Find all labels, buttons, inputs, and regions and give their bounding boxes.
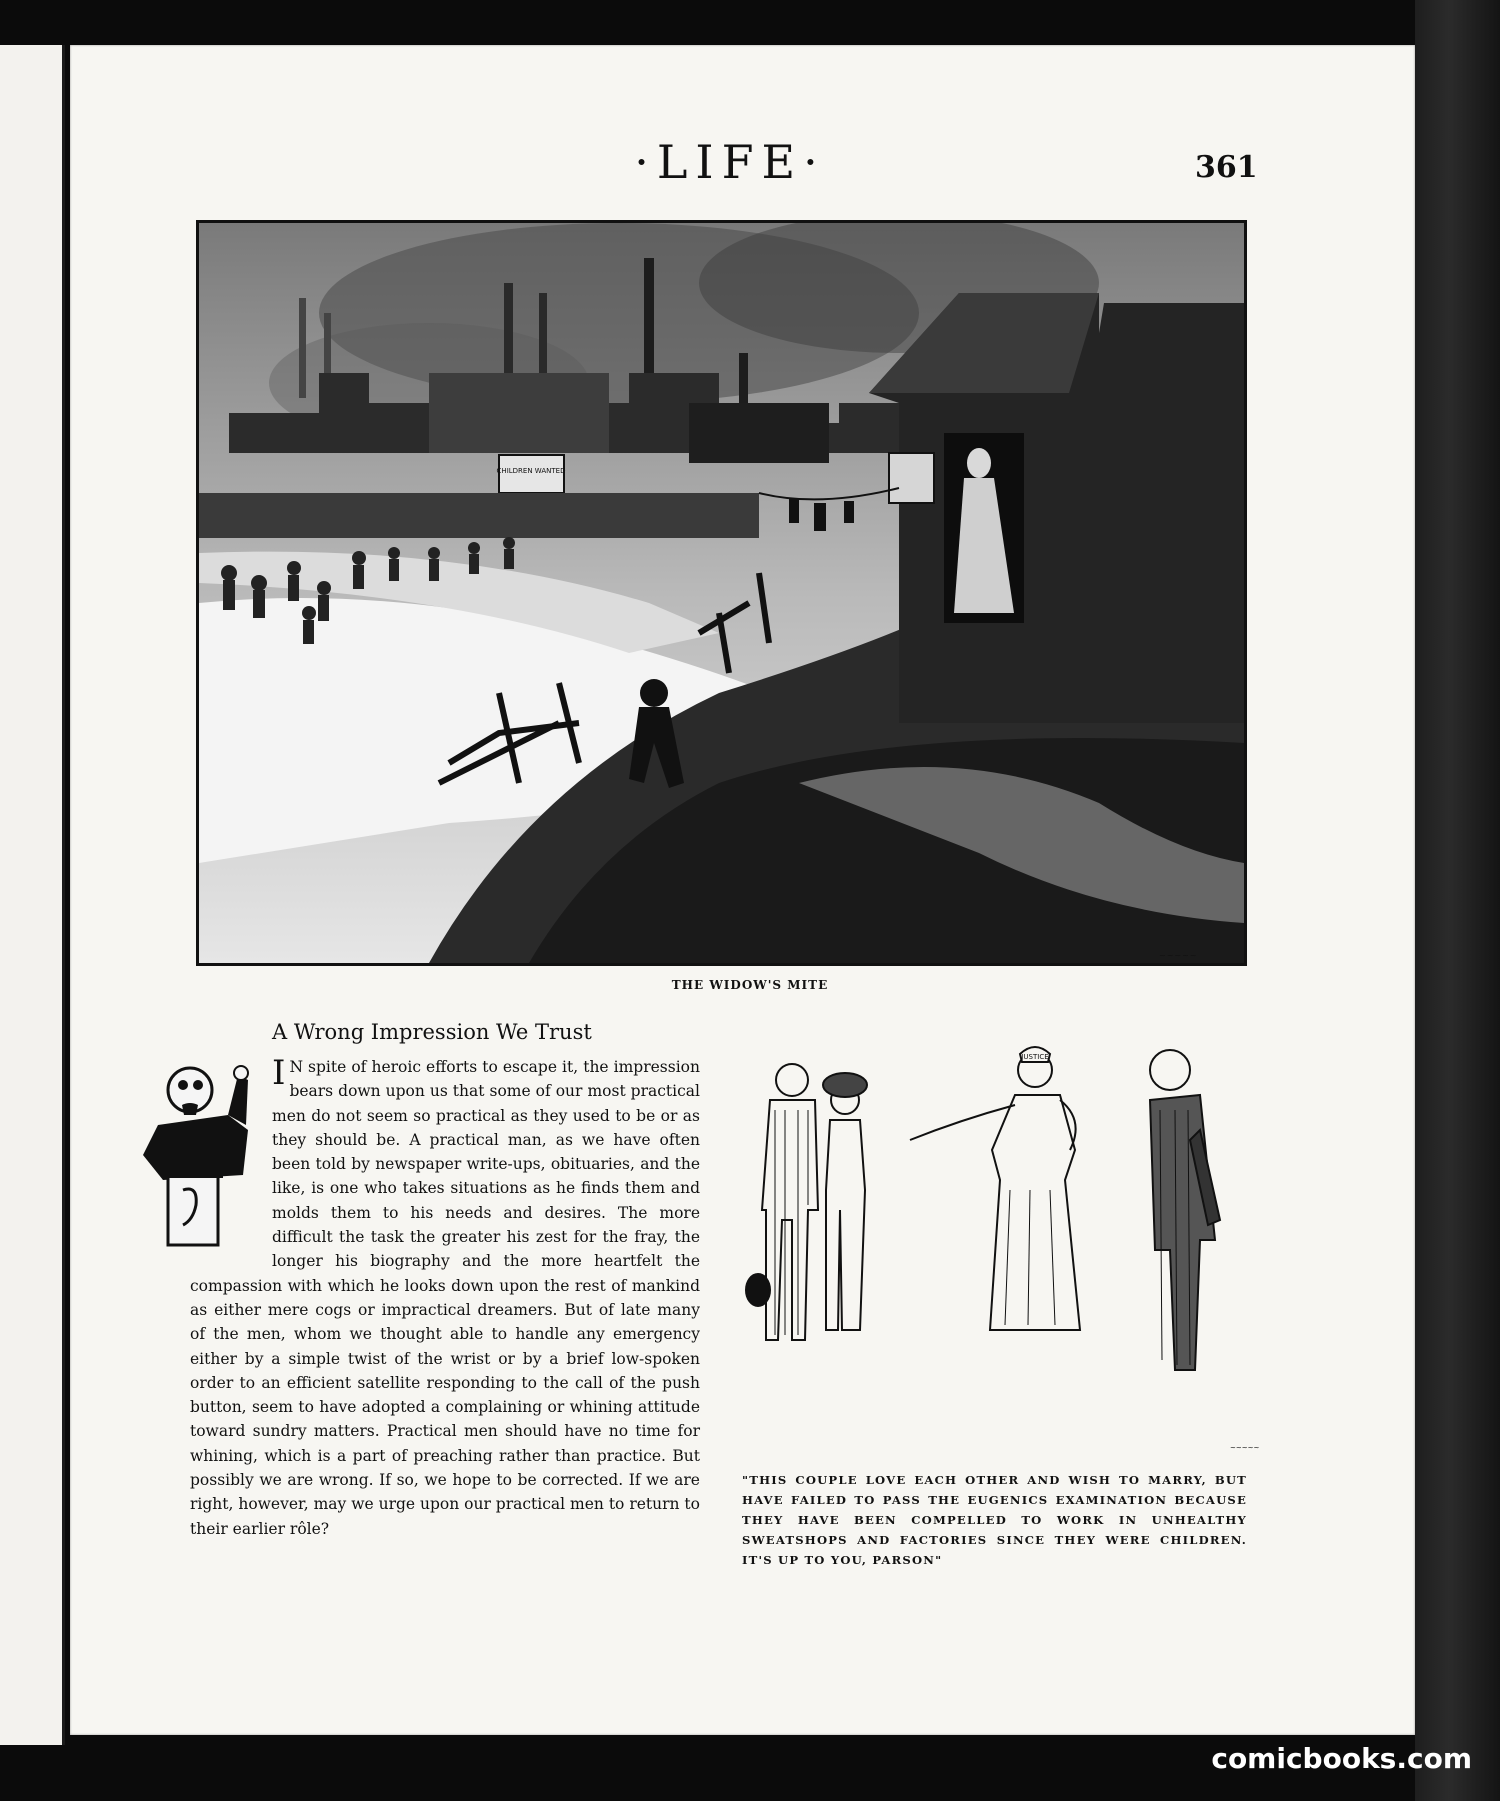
crown-text: JUSTICE [1021, 1053, 1049, 1061]
svg-text:~~~~~: ~~~~~ [1230, 1444, 1260, 1452]
facing-page-edge [0, 45, 65, 1745]
article-body [190, 1055, 700, 1541]
illustration-caption: THE WIDOW'S MITE [671, 978, 829, 992]
preacher-spacer [190, 1055, 272, 1250]
article-title: A Wrong Impression We Trust [272, 1020, 592, 1044]
page-number: 361 [1195, 150, 1258, 185]
watermark: comicbooks.com [1211, 1742, 1472, 1775]
drop-cap: I [272, 1053, 286, 1093]
widows-mite-illustration [196, 220, 1247, 966]
article-text: N spite of heroic efforts to escape it, the impression bears down upon us that some of our most practical men do not seem so practical as they used to be or as they should be. A practical man, as we have often been told by newspaper write-ups, obituaries, and the like, is one who takes situations as he finds them and molds them to his needs and desires. The more difficult the task the greater his zest for the fray, the longer his biography and the more heartfelt the compassion with which he looks down upon the rest of mankind as either mere cogs or impractical dreamers. But of late many of the men, whom we thought able to handle any emergency either by a simple twist of the wrist or by a brief low-spoken order to an efficient satellite responding to the call of the push button, seem to have adopted a complaining or whining attitude toward sundry matters. Practical men should have no time for whining, which is a part of preaching rather than practice. But possibly we are wrong. If so, we hope to be corrected. If we are right, however, may we urge upon our practical men to return to their earlier rôle? [190, 1058, 700, 1538]
magazine-title: ·LIFE· [634, 135, 826, 189]
scan-border [1415, 0, 1500, 1801]
eugenics-cartoon [730, 1040, 1305, 1455]
factory-sign-text: CHILDREN WANTED [496, 467, 566, 475]
svg-text:~~~~~: ~~~~~ [1159, 951, 1198, 960]
cartoon-caption: "THIS COUPLE LOVE EACH OTHER AND WISH TO MARRY, BUT HAVE FAILED TO PASS THE EUGENICS EXAMINATION BECAUSE THEY HAVE BEEN COMPELLED TO WORK IN UNHEALTHY SWEATSHOPS AND FACTORIES SINCE THEY WERE CHILDREN. IT'S UP TO YOU, PARSON" [742, 1473, 1247, 1567]
